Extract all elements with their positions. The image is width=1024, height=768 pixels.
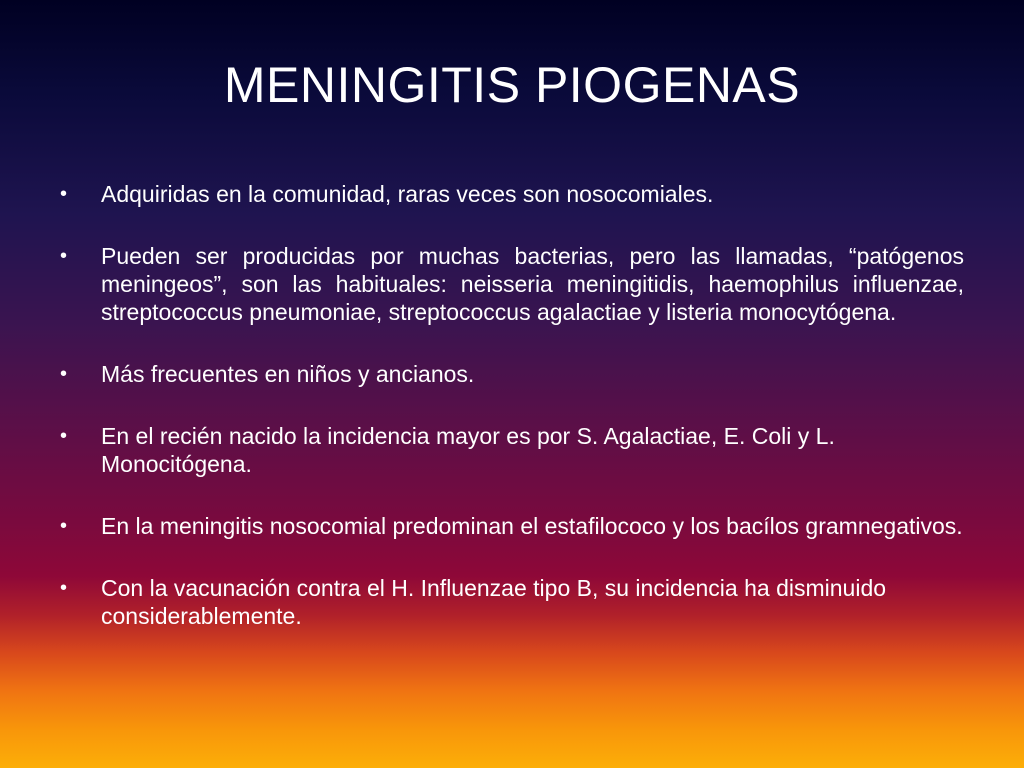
bullet-text: Más frecuentes en niños y ancianos.	[101, 361, 475, 387]
bullet-item	[60, 422, 964, 478]
bullet-text: En el recién nacido la incidencia mayor es por S. Agalactiae, E. Coli y L. Monocitógena.	[101, 423, 835, 477]
bullet-text: Adquiridas en la comunidad, raras veces son nosocomiales.	[101, 181, 714, 207]
bullet-dot-icon: •	[60, 425, 68, 447]
bullet-dot-icon: •	[60, 363, 68, 385]
bullet-list	[60, 180, 964, 664]
bullet-dot-icon: •	[60, 183, 68, 205]
bullet-item	[60, 512, 964, 540]
bullet-text: Pueden ser producidas por muchas bacterias, pero las llamadas, “patógenos meningeos”, son las habituales: neisseria meningitidis, haemophilus influenzae, streptococcus pneumoniae, streptococcus agalactiae y listeria monocytógena.	[101, 243, 964, 325]
bullet-dot-icon: •	[60, 245, 68, 267]
bullet-text: En la meningitis nosocomial predominan el estafilococo y los bacílos gramnegativos.	[101, 513, 963, 539]
slide-title: MENINGITIS PIOGENAS	[223, 57, 801, 113]
bullet-text: Con la vacunación contra el H. Influenzae tipo B, su incidencia ha disminuido considerablemente.	[101, 575, 887, 629]
bullet-item	[60, 360, 964, 388]
bullet-item	[60, 574, 964, 630]
bullet-item	[60, 180, 964, 208]
bullet-dot-icon: •	[60, 577, 68, 599]
bullet-dot-icon: •	[60, 515, 68, 537]
bullet-item	[60, 242, 964, 326]
